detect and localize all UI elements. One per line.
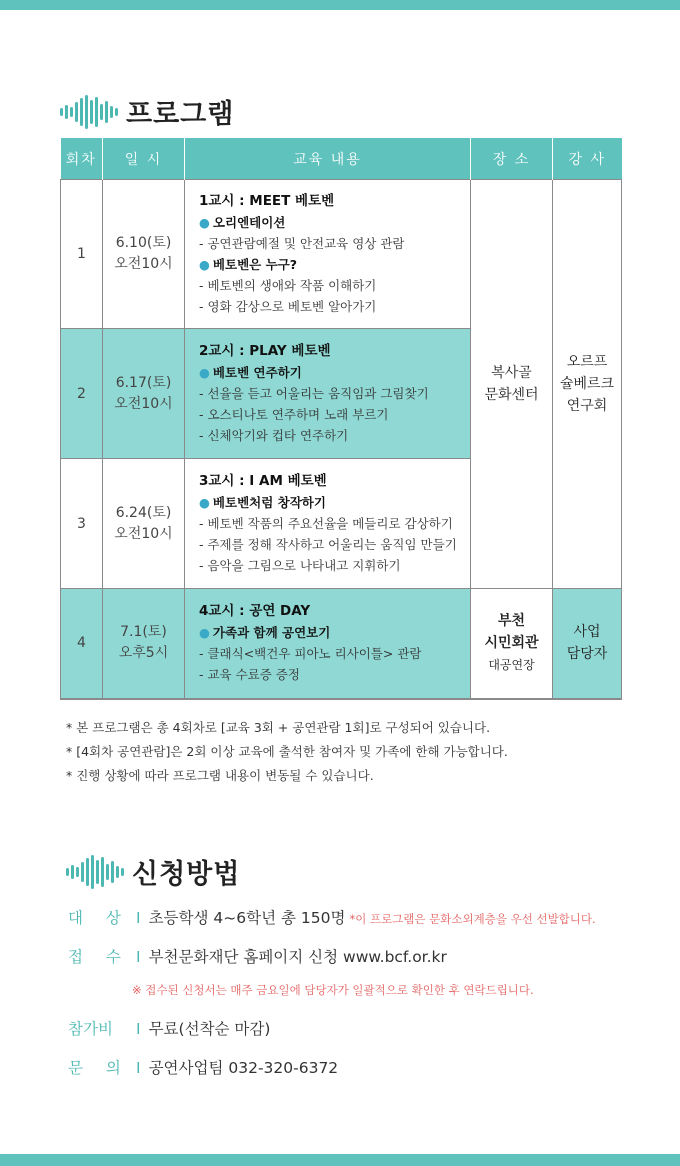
- round-number: 4: [61, 589, 103, 699]
- program-section-header: [60, 92, 234, 131]
- note-line: * 본 프로그램은 총 4회차로 [교육 3회 + 공연관람 1회]로 구성되어 있습니다.: [66, 720, 491, 735]
- session-content: 2교시 : PLAY 베토벤 ● 베토벤 연주하기 - 선율을 듣고 어울리는 움직임과 그림찾기 - 오스티나토 연주하며 노래 부르기 - 신체악기와 컵타 연주하기: [185, 329, 471, 459]
- header-place: 장 소: [471, 138, 553, 180]
- bullet-icon: ●: [199, 257, 210, 272]
- session-date: 6.10(토) 오전10시: [103, 180, 185, 329]
- teacher-cell: 오르프 슐베르크 연구회: [553, 180, 622, 589]
- place-cell: 복사골 문화센터: [471, 180, 553, 589]
- header-teacher: 강 사: [553, 138, 622, 180]
- header-round: 회차: [61, 138, 103, 180]
- session-date: 7.1(토) 오후5시: [103, 589, 185, 699]
- fee-label: 참가비: [68, 1020, 113, 1038]
- table-header-row: [61, 138, 622, 180]
- session-content: 3교시 : I AM 베토벤 ● 베토벤처럼 창작하기 - 베토벤 작품의 주요선율을 메들리로 감상하기 - 주제를 정해 작사하고 어울리는 움직임 만들기 - 음악을 그림으로 나타내고 지휘하기: [185, 459, 471, 589]
- receipt-label: 접 수: [68, 948, 130, 966]
- round-number: 3: [61, 459, 103, 589]
- sound-wave-icon: [66, 855, 124, 889]
- bottom-accent-bar: [0, 1154, 680, 1166]
- inquiry-row: 문 의 I 공연사업팀 032-320-6372: [68, 1056, 338, 1078]
- session-heading: 3교시 : I AM 베토벤: [199, 473, 327, 489]
- teacher-cell: 사업 담당자: [553, 589, 622, 699]
- program-title: 프로그램: [126, 99, 235, 130]
- table-row: [61, 589, 622, 699]
- fee-value: 무료(선착순 마감): [148, 1020, 271, 1038]
- apply-title: 신청방법: [132, 859, 241, 890]
- target-value: 초등학생 4~6학년 총 150명: [148, 909, 346, 927]
- program-notes: [66, 716, 508, 788]
- target-label: 대 상: [68, 909, 130, 927]
- bullet-icon: ●: [199, 625, 210, 641]
- receipt-row: 접 수 I 부천문화재단 홈페이지 신청 www.bcf.or.kr: [68, 945, 447, 967]
- session-heading: 1교시 : MEET 베토벤: [199, 193, 335, 209]
- session-date: 6.17(토) 오전10시: [103, 329, 185, 459]
- bullet-icon: ●: [199, 495, 210, 510]
- target-note: *이 프로그램은 문화소외계층을 우선 선발합니다.: [349, 912, 596, 926]
- header-content: 교육 내용: [185, 138, 471, 180]
- note-line: * 진행 상황에 따라 프로그램 내용이 변동될 수 있습니다.: [66, 768, 374, 783]
- inquiry-label: 문 의: [68, 1059, 130, 1077]
- session-date: 6.24(토) 오전10시: [103, 459, 185, 589]
- session-content: 1교시 : MEET 베토벤 ● 오리엔테이션 - 공연관람예절 및 안전교육 영상 관람 ● 베토벤은 누구? - 베토벤의 생애와 작품 이해하기 - 영화 감상으로 베토벤 알아가기: [185, 180, 471, 329]
- place-cell: 부천 시민회관 대공연장: [471, 589, 553, 699]
- inquiry-value: 공연사업팀 032-320-6372: [148, 1059, 339, 1077]
- session-heading: 2교시 : PLAY 베토벤: [199, 343, 331, 359]
- header-datetime: 일 시: [103, 138, 185, 180]
- table-row: [61, 180, 622, 329]
- top-accent-bar: [0, 0, 680, 10]
- receipt-note: ※ 접수된 신청서는 매주 금요일에 담당자가 일괄적으로 확인한 후 연락드립니다.: [132, 983, 534, 997]
- apply-section-header: [66, 852, 240, 891]
- sound-wave-icon: [60, 95, 118, 129]
- program-table: [60, 138, 622, 700]
- bullet-icon: ●: [199, 365, 210, 380]
- round-number: 1: [61, 180, 103, 329]
- receipt-value: 부천문화재단 홈페이지 신청 www.bcf.or.kr: [148, 948, 447, 966]
- bullet-icon: ●: [199, 215, 210, 230]
- note-line: * [4회차 공연관람]은 2회 이상 교육에 출석한 참여자 및 가족에 한해 가능합니다.: [66, 744, 508, 759]
- session-heading: 4교시 : 공연 DAY: [199, 603, 311, 620]
- round-number: 2: [61, 329, 103, 459]
- session-content: 4교시 : 공연 DAY ● 가족과 함께 공연보기 - 클래식<백건우 피아노 리사이틀> 관람 - 교육 수료증 증정: [185, 589, 471, 699]
- fee-row: 참가비 I 무료(선착순 마감): [68, 1017, 270, 1039]
- target-row: 대 상 I 초등학생 4~6학년 총 150명 *이 프로그램은 문화소외계층을 우선 선발합니다.: [68, 906, 596, 928]
